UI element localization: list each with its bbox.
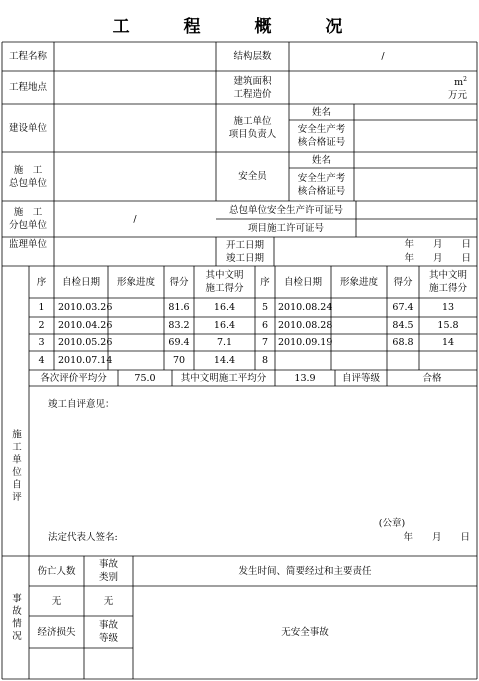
pm-name-label: 姓名	[311, 106, 331, 118]
construction-permit-label: 项目施工许可证号	[247, 222, 324, 234]
civil-avg-label: 其中文明施工平均分	[180, 372, 267, 384]
row-progress[interactable]	[331, 317, 387, 334]
injury-label: 伤亡人数	[37, 565, 76, 577]
safety-license-label: 总包单位安全生产许可证号	[228, 204, 343, 216]
pm-cert-labels	[289, 120, 354, 152]
row-civil-score[interactable]: 14	[441, 337, 455, 348]
form-title: 工 程 概 况	[112, 16, 367, 37]
row-score[interactable]: 84.5	[392, 320, 414, 331]
completion-opinion-label: 竣工自评意见：	[48, 398, 115, 410]
structure-label: 结构层数	[233, 51, 272, 62]
row-date[interactable]: 2010.09.19	[278, 337, 333, 348]
header-score: 得分	[169, 276, 189, 288]
area-unit: $m^2$	[454, 75, 467, 89]
row-date[interactable]: 2010.05.26	[58, 337, 113, 348]
structure-value[interactable]: /	[381, 51, 385, 62]
area-label: 建筑面积	[233, 75, 272, 87]
sub-label-2: 分包单位	[8, 220, 47, 231]
header-date: 自检日期	[61, 276, 100, 288]
safety-license-field[interactable]	[356, 201, 477, 219]
row-score[interactable]: 83.2	[168, 320, 190, 331]
row-seq: 7	[261, 337, 269, 348]
pm-cert-label-2: 核合格证号	[297, 137, 346, 148]
so-cert-labels	[289, 168, 354, 201]
accident-level-value[interactable]	[84, 648, 133, 679]
row-date[interactable]: 2010.08.28	[278, 320, 333, 331]
header-progress-2: 形象进度	[339, 276, 378, 288]
finish-date-value[interactable]: 年 月 日	[404, 253, 471, 264]
pm-label-1: 施工单位	[233, 116, 272, 127]
row-score[interactable]: 70	[172, 355, 186, 366]
row-date[interactable]: 2010.03.26	[58, 302, 113, 313]
row-score[interactable]: 69.4	[168, 337, 190, 348]
completion-opinion-field[interactable]	[44, 414, 464, 514]
area-cost-labels	[216, 71, 289, 104]
cost-label: 工程造价	[233, 88, 272, 100]
signature-label: 法定代表人签名:	[48, 531, 118, 543]
gc-label-2: 总包单位	[8, 177, 47, 189]
row-score[interactable]: 67.4	[392, 302, 414, 313]
row-date[interactable]	[275, 351, 331, 370]
sub-label-1: 施 工	[13, 207, 43, 218]
row-seq: 5	[261, 302, 269, 313]
subcontractor-labels	[2, 201, 54, 237]
header-score-2: 得分	[393, 276, 413, 288]
row-civil-score[interactable]: 16.4	[213, 302, 236, 313]
row-progress[interactable]	[108, 317, 164, 334]
so-name-field[interactable]	[354, 152, 477, 168]
builder-field[interactable]	[54, 104, 216, 152]
row-progress[interactable]	[108, 334, 164, 351]
so-cert-label-1: 安全生产考	[297, 172, 346, 184]
so-name-label: 姓名	[311, 154, 331, 166]
row-score[interactable]: 81.6	[168, 302, 190, 313]
row-civil-score[interactable]: 13	[441, 302, 455, 313]
location-field[interactable]	[54, 71, 216, 104]
construction-permit-field[interactable]	[356, 219, 477, 237]
row-date[interactable]: 2010.08.24	[278, 302, 333, 313]
header-civil-score: 其中文明 施工得分	[205, 270, 244, 294]
civil-avg-value[interactable]: 13.9	[294, 372, 316, 384]
area-cost-values[interactable]	[289, 71, 477, 104]
row-civil-score[interactable]: 14.4	[213, 355, 236, 366]
so-cert-field[interactable]	[354, 168, 477, 201]
category-label: 事故 类别	[98, 559, 118, 583]
supervisor-label: 监理单位	[8, 239, 47, 250]
row-score[interactable]	[387, 351, 419, 370]
general-contractor-labels	[2, 152, 54, 201]
avg-score-label: 各次评价平均分	[40, 372, 107, 384]
location-label: 工程地点	[8, 82, 47, 93]
header-seq: 序	[36, 276, 47, 288]
header-civil-score-2: 其中文明 施工得分	[428, 270, 467, 294]
cost-unit: 万元	[447, 90, 467, 102]
row-civil-score[interactable]: 15.8	[437, 320, 459, 331]
safety-officer-label: 安全员	[238, 171, 267, 182]
row-date[interactable]: 2010.07.14	[58, 355, 113, 366]
accident-detail-label: 发生时间、简要经过和主要责任	[238, 565, 372, 577]
general-contractor-field[interactable]	[54, 152, 216, 201]
signature-date[interactable]: 年 月 日	[403, 531, 470, 543]
row-progress[interactable]	[108, 298, 164, 317]
pm-cert-field[interactable]	[354, 120, 477, 152]
row-seq: 2	[38, 320, 45, 331]
project-name-label: 工程名称	[8, 51, 47, 62]
row-civil-score[interactable]	[419, 351, 477, 370]
start-date-value[interactable]: 年 月 日	[404, 238, 471, 250]
pm-name-field[interactable]	[354, 104, 477, 120]
grade-label: 自评等级	[341, 372, 380, 384]
row-civil-score[interactable]: 16.4	[213, 320, 236, 331]
so-cert-label-2: 核合格证号	[297, 185, 346, 197]
start-date-label: 开工日期	[225, 239, 264, 251]
row-progress[interactable]	[331, 334, 387, 351]
official-seal-label: (公章)	[378, 517, 406, 529]
accident-summary[interactable]: 无安全事故	[281, 627, 329, 638]
header-progress: 形象进度	[116, 276, 155, 288]
row-progress[interactable]	[331, 298, 387, 317]
pm-label-2: 项目负责人	[228, 129, 277, 140]
avg-score-value[interactable]: 75.0	[134, 372, 156, 384]
pm-cert-label-1: 安全生产考	[297, 124, 346, 135]
economic-loss-value[interactable]	[29, 648, 84, 679]
project-name-field[interactable]	[54, 42, 216, 71]
header-seq-2: 序	[260, 276, 270, 288]
row-seq: 8	[261, 355, 269, 366]
builder-label: 建设单位	[8, 122, 47, 134]
row-date[interactable]: 2010.04.26	[58, 320, 113, 331]
supervisor-field[interactable]	[54, 237, 216, 266]
subcontractor-value[interactable]: /	[133, 213, 137, 225]
row-seq: 3	[38, 337, 45, 348]
economic-loss-label: 经济损失	[37, 626, 76, 638]
row-progress[interactable]	[108, 351, 164, 370]
injury-value[interactable]: 无	[51, 595, 62, 607]
row-progress[interactable]	[331, 351, 387, 370]
row-seq: 6	[261, 320, 269, 331]
row-civil-score[interactable]: 7.1	[216, 337, 233, 348]
accident-level-label: 事故 等级	[98, 620, 118, 644]
header-date-2: 自检日期	[283, 276, 322, 288]
row-score[interactable]: 68.8	[392, 337, 414, 348]
row-seq: 1	[38, 302, 45, 313]
category-value[interactable]: 无	[103, 595, 114, 607]
date-labels	[216, 237, 274, 266]
gc-label-1: 施 工	[13, 164, 43, 176]
accident-side-label: 事故情况	[10, 592, 21, 643]
self-eval-side-label: 施工单位自评	[10, 428, 21, 504]
project-manager-labels	[216, 104, 289, 152]
finish-date-label: 竣工日期	[225, 252, 264, 264]
row-seq: 4	[38, 355, 45, 366]
grade-value[interactable]: 合格	[422, 372, 442, 384]
